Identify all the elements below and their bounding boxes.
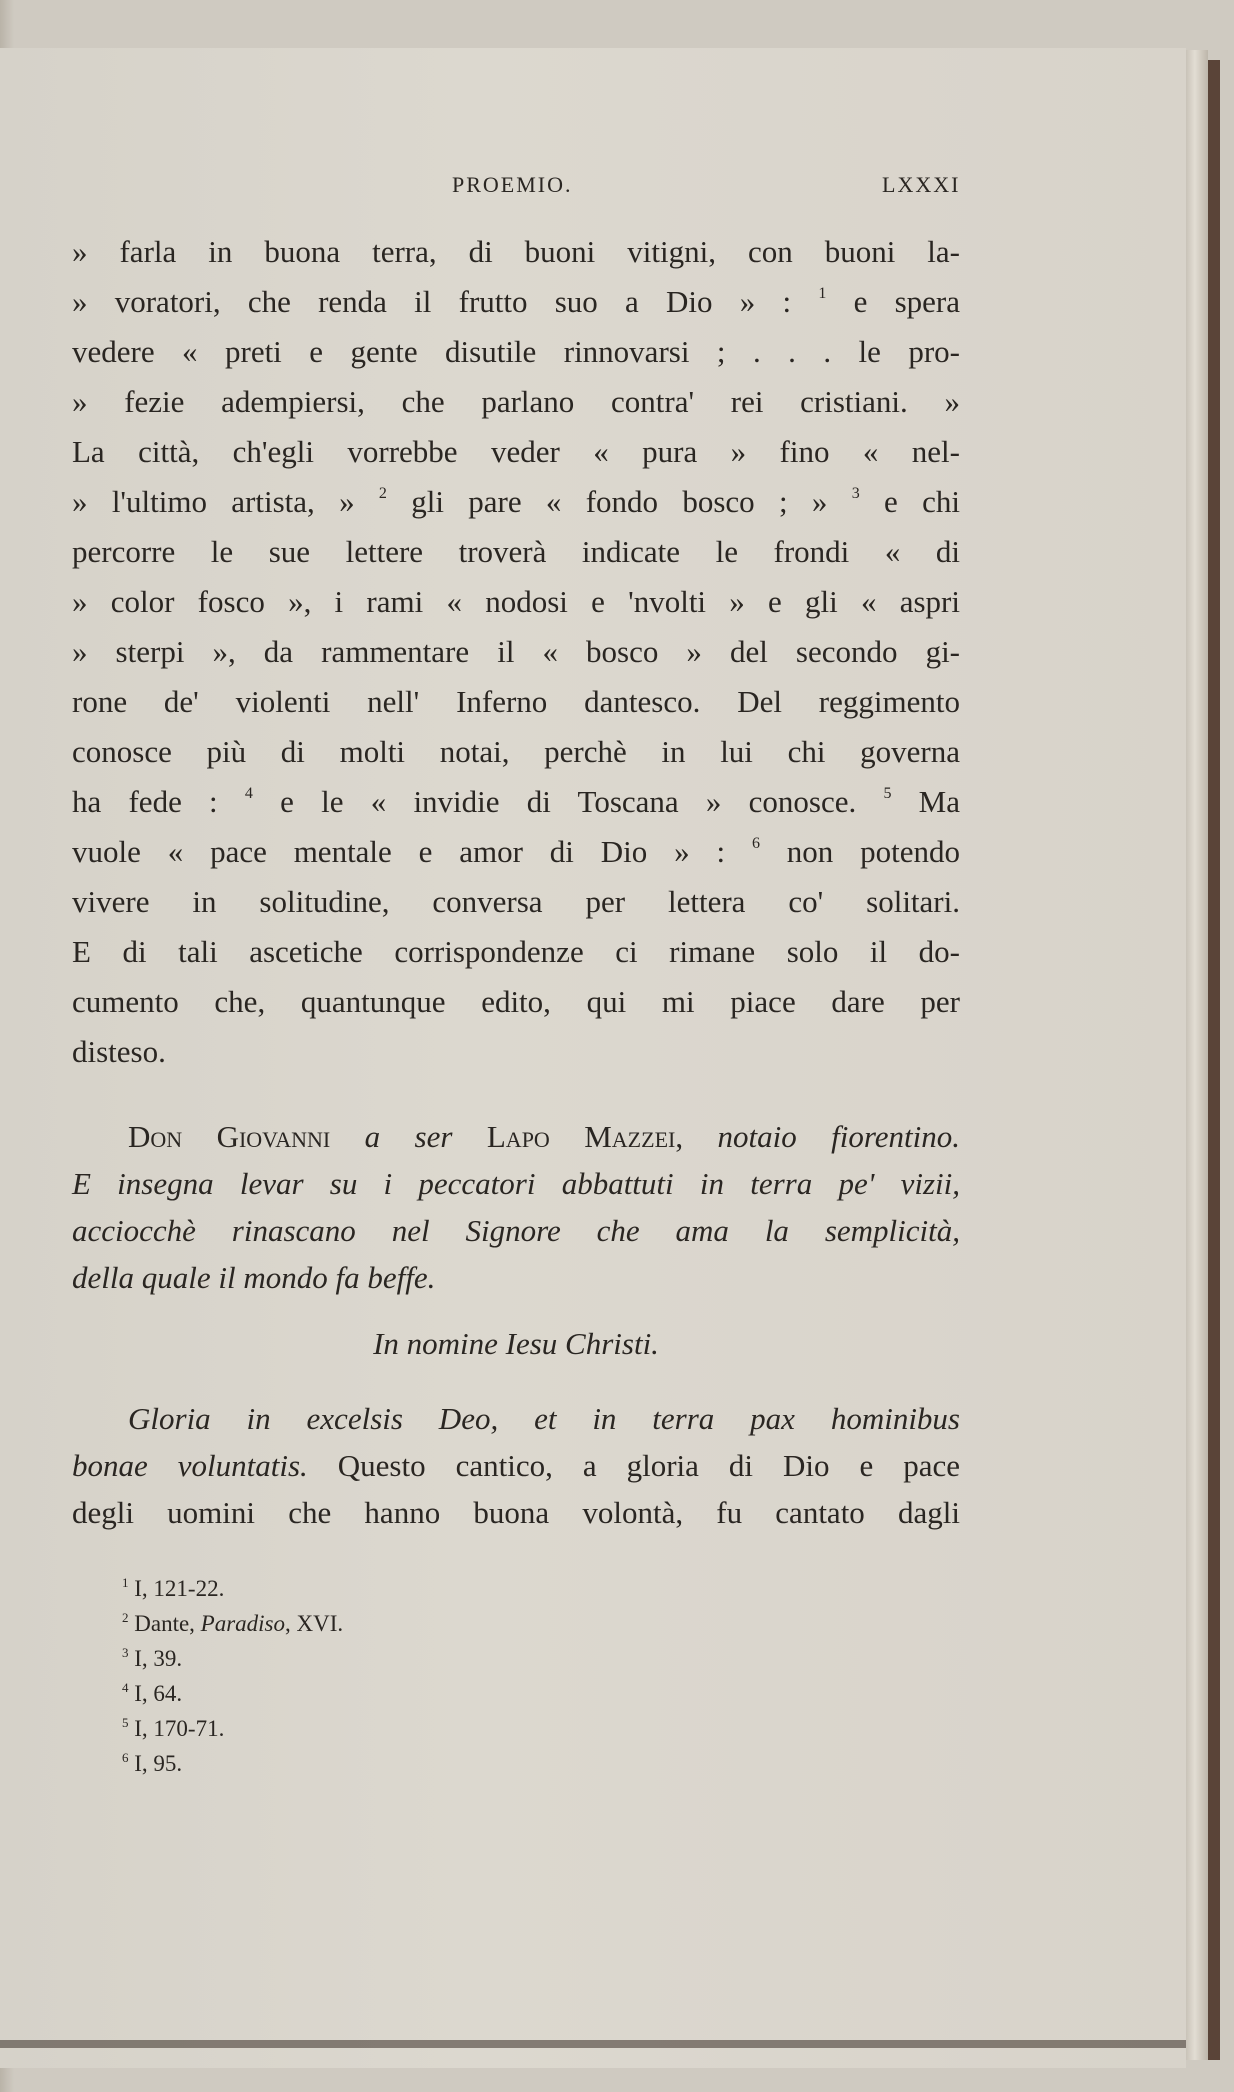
text-run: I, 64. <box>128 1681 183 1706</box>
text-run: non potendo <box>759 834 961 869</box>
text-run: , XVI. <box>285 1611 344 1636</box>
running-header: PROEMIO. <box>452 172 573 197</box>
text-run <box>330 1119 364 1154</box>
text-run: » voratori, che renda il frutto suo a Dio » : <box>72 284 819 319</box>
text-line <box>72 682 960 722</box>
footnote-marker: 3 <box>851 485 860 502</box>
text-line <box>72 332 960 372</box>
text-line <box>72 982 960 1022</box>
text-run: La città, ch'egli vorrebbe veder « pura » fino « nel- <box>72 434 960 469</box>
footnote-marker: 1 <box>818 285 827 302</box>
text-line <box>72 382 960 422</box>
footnote <box>122 1574 224 1604</box>
page-bottom-shadow <box>0 2040 1186 2048</box>
italic-run: acciocchè rinascano nel Signore che ama la semplicità, <box>72 1213 960 1248</box>
text-line <box>72 832 960 872</box>
heading-line <box>72 1258 960 1298</box>
page-number: LXXXI <box>882 172 961 197</box>
footnote <box>122 1679 182 1709</box>
text-run: Ma <box>891 784 960 819</box>
italic-run: a ser <box>364 1119 453 1154</box>
text-line <box>72 1446 960 1486</box>
heading-line <box>72 1211 960 1251</box>
footnote-marker: 5 <box>122 1715 129 1730</box>
text-run: I, 170-71. <box>128 1716 225 1741</box>
book-cover-edge <box>1208 60 1220 2060</box>
text-run: » sterpi », da rammentare il « bosco » del secondo gi- <box>72 634 960 669</box>
text-run: e spera <box>826 284 960 319</box>
text-run: percorre le sue lettere troverà indicate le frondi « di <box>72 534 960 569</box>
text-run: I, 95. <box>128 1751 183 1776</box>
italic-run: Gloria in excelsis Deo, et in terra pax hominibus <box>128 1401 960 1436</box>
text-line <box>72 532 960 572</box>
text-run: vedere « preti e gente disutile rinnovarsi ; . . . le pro- <box>72 334 960 369</box>
invocation: In nomine Iesu Christi. <box>373 1326 659 1361</box>
text-run: ha fede : <box>72 784 245 819</box>
text-run: Questo cantico, a gloria di Dio e pace <box>307 1448 960 1483</box>
text-run: gli pare « fondo bosco ; » <box>386 484 852 519</box>
text-line <box>72 882 960 922</box>
footnote-marker: 3 <box>122 1645 129 1660</box>
text-line <box>72 282 960 322</box>
footnote-marker: 5 <box>883 785 892 802</box>
footnote <box>122 1644 182 1674</box>
text-run: cumento che, quantunque edito, qui mi piace dare per <box>72 984 960 1019</box>
text-run: E di tali ascetiche corrispondenze ci rimane solo il do- <box>72 934 960 969</box>
italic-run: della quale il mondo fa beffe. <box>72 1260 436 1295</box>
text-line <box>72 1032 960 1072</box>
italic-run: bonae voluntatis. <box>72 1448 308 1483</box>
text-run: degli uomini che hanno buona volontà, fu cantato dagli <box>72 1495 960 1530</box>
text-line <box>72 482 960 522</box>
text-run: » color fosco », i rami « nodosi e 'nvolti » e gli « aspri <box>72 584 960 619</box>
page-edges <box>1186 50 1208 2060</box>
footnote-marker: 6 <box>122 1750 129 1765</box>
text-line <box>72 582 960 622</box>
text-run: I, 121-22. <box>128 1576 225 1601</box>
text-run: » farla in buona terra, di buoni vitigni, con buoni la- <box>72 234 960 269</box>
footnote-marker: 2 <box>378 485 387 502</box>
text-run: vivere in solitudine, conversa per lettera co' solitari. <box>72 884 960 919</box>
text-run: rone de' violenti nell' Inferno dantesco. Del reggimento <box>72 684 960 719</box>
text-run: vuole « pace mentale e amor di Dio » : <box>72 834 752 869</box>
text-line <box>72 232 960 272</box>
footnote <box>122 1749 182 1779</box>
italic-run: notaio fiorentino. <box>717 1119 961 1154</box>
footnote <box>122 1609 343 1639</box>
small-caps-run: Don Giovanni <box>128 1119 331 1154</box>
text-run: disteso. <box>72 1034 166 1069</box>
text-run: Dante, <box>128 1611 201 1636</box>
footnote-marker: 6 <box>751 835 760 852</box>
text-line <box>128 1399 960 1439</box>
text-run: » fezie adempiersi, che parlano contra' rei cristiani. » <box>72 384 960 419</box>
small-caps-run: Lapo Mazzei <box>486 1119 676 1154</box>
text-line <box>72 632 960 672</box>
footnote-marker: 2 <box>122 1610 129 1625</box>
text-line <box>72 1493 960 1533</box>
text-run: conosce più di molti notai, perchè in lui chi governa <box>72 734 960 769</box>
text-run: e chi <box>859 484 960 519</box>
text-line <box>72 932 960 972</box>
footnote <box>122 1714 224 1744</box>
heading-line <box>72 1164 960 1204</box>
footnote-marker: 4 <box>122 1680 129 1695</box>
text-line <box>72 782 960 822</box>
text-line <box>72 732 960 772</box>
text-run: e le « invidie di Toscana » conosce. <box>252 784 884 819</box>
italic-run: E insegna levar su i peccatori abbattuti in terra pe' vizii, <box>72 1166 960 1201</box>
text-run: » l'ultimo artista, » <box>72 484 379 519</box>
footnote-marker: 1 <box>122 1575 129 1590</box>
text-run: I, 39. <box>128 1646 183 1671</box>
text-run: , <box>675 1119 718 1154</box>
text-line <box>72 432 960 472</box>
heading-line <box>128 1117 960 1157</box>
italic-run: Paradiso <box>200 1611 286 1636</box>
text-run <box>452 1119 486 1154</box>
footnote-marker: 4 <box>244 785 253 802</box>
